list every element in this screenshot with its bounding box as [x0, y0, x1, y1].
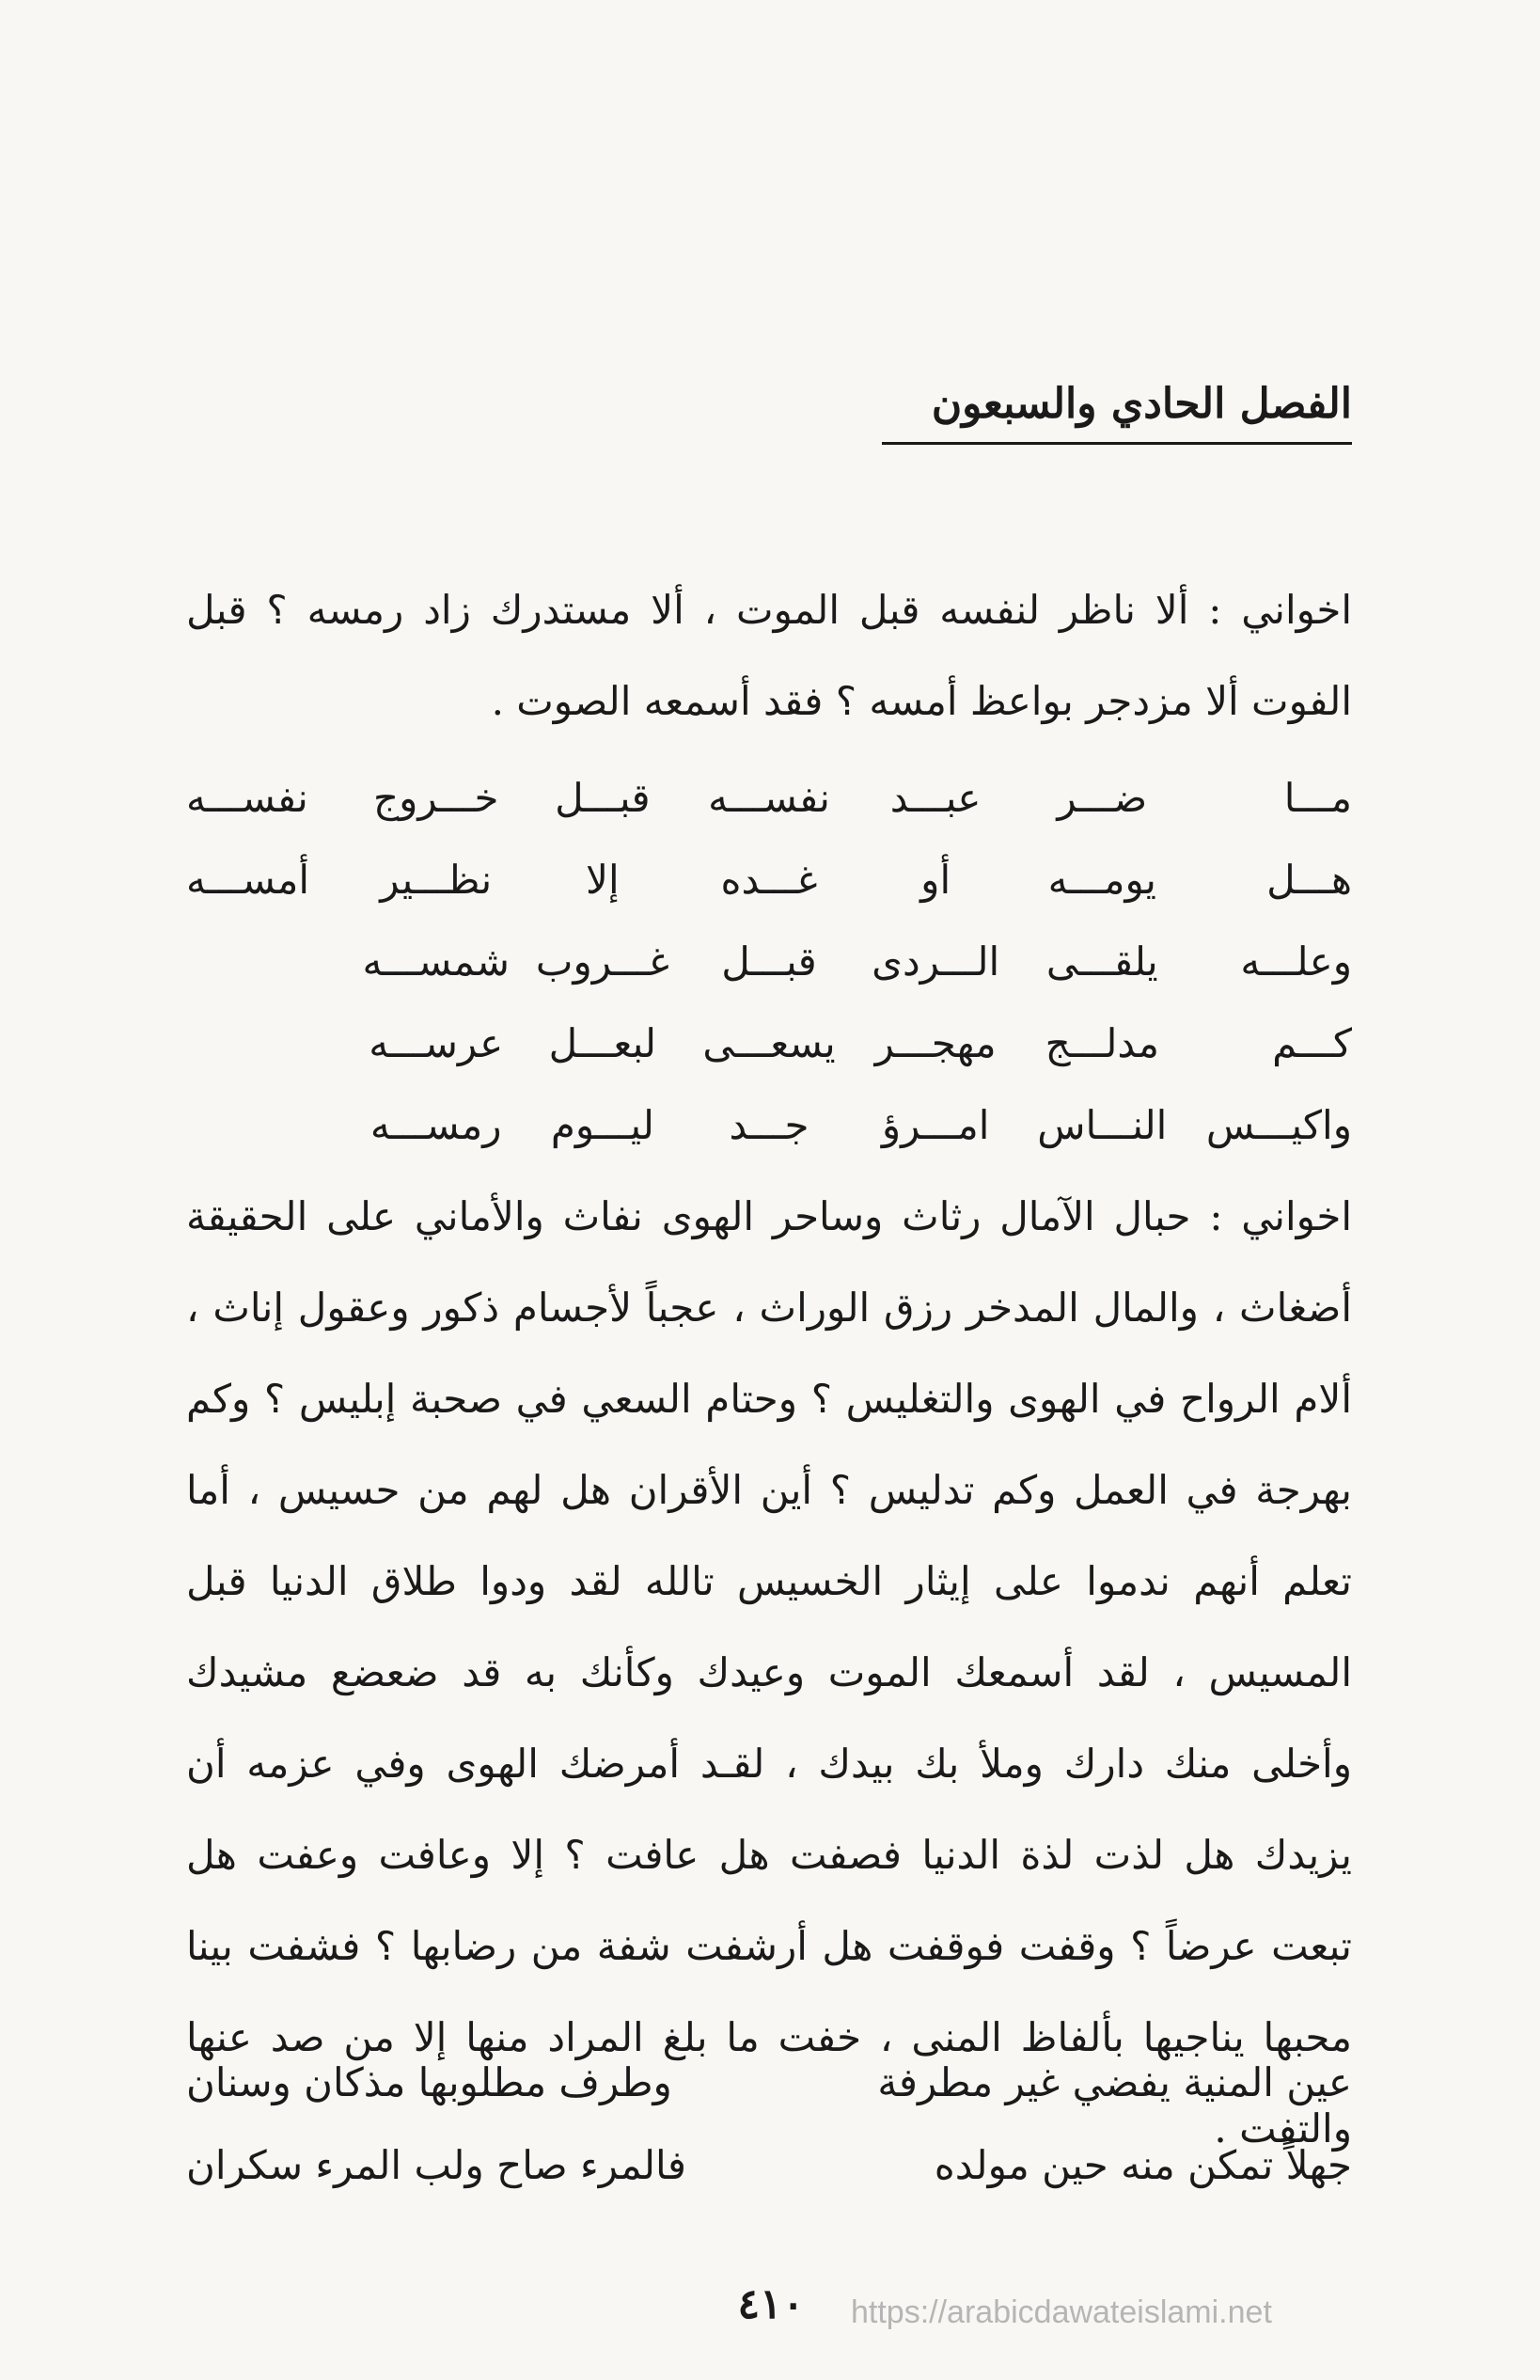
verse-word: غـــروب	[535, 938, 669, 985]
verse-line	[186, 1002, 1352, 1084]
verse-word: ضـــر	[1057, 775, 1148, 821]
verse-word: وعلـــه	[1240, 938, 1352, 985]
paragraph-2: اخواني : حبال الآمال رثاث وساحر الهوى نفاث والأماني على الحقيقة أضغاث ، والمال المدخر رزق الوراث ، عجباً لأجسام ذكور وعقول إناث ، ألام الرواح في الهوى والتغليس ؟ وحتام السعي في صحبة إبليس ؟ وكم بهرجة في العمل وكم تدليس ؟ أين الأقران هل لهم من حسيس ، أما تعلم أنهم ندموا على إيثار الخسيس تالله لقد ودوا طلاق الدنيا قبل المسيس ، لقد أسمعك الموت وعيدك وكأنك به قد ضعضع مشيدك وأخلى منك دارك وملأ بك بيدك ، لقـد أمرضك الهوى وفي عزمه أن يزيدك هل لذت لذة الدنيا فصفت هل عافت ؟ إلا وعافت وعفت هل تبعت عرضاً ؟ وقفت فوقفت هل أرشفت شفة من رضابها ؟ فشفت بينا محبها يناجيها بألفاظ المنى ، خفت ما بلغ المراد منها إلا من صد عنها والتفت .	[186, 1193, 1352, 2151]
couplet	[186, 2041, 1352, 2123]
verse-word: غـــده	[720, 857, 818, 903]
verse-word: هـــل	[1266, 857, 1352, 903]
chapter-title: الفصل الحادي والسبعون	[882, 376, 1352, 445]
verse-line	[186, 921, 1352, 1002]
hemistich-second: فالمرء صاح ولب المرء سكران	[186, 2141, 686, 2188]
couplet	[186, 2123, 1352, 2206]
verse-word: نفســـه	[186, 775, 308, 821]
verse-word: امـــرؤ	[881, 1102, 990, 1148]
verse-word: يومـــه	[1047, 857, 1156, 903]
verse-line	[186, 757, 1352, 839]
verse-line	[186, 1084, 1352, 1166]
hemistich-first: جهلاً تمكن منه حين مولده	[934, 2141, 1352, 2188]
verse-word: عبـــد	[889, 775, 982, 821]
verse-word: رمســـه	[369, 1102, 502, 1148]
verse-word: نظـــير	[380, 857, 493, 903]
verse-word: قبـــل	[721, 938, 817, 985]
verse-word: أو	[920, 857, 951, 903]
verse-word: يسعـــى	[702, 1020, 836, 1066]
verse-word: لبعـــل	[548, 1020, 657, 1066]
verse-word: مدلـــج	[1045, 1020, 1159, 1066]
verse-word: قبـــل	[555, 775, 651, 821]
paragraph-1: اخواني : ألا ناظر لنفسه قبل الموت ، ألا مستدرك زاد رمسه ؟ قبل الفوت ألا مزدجر بواعظ أمسه ؟ فقد أسمعه الصوت .	[186, 587, 1352, 724]
couplet-block	[186, 2041, 1352, 2206]
verse-word: نفســـه	[708, 775, 830, 821]
verse-word: عرســـه	[369, 1020, 504, 1066]
verse-word: الـــردى	[872, 938, 1000, 985]
verse-word: كـــم	[1272, 1020, 1352, 1066]
hemistich-second: وطرف مطلوبها مذكان وسنان	[186, 2058, 672, 2105]
hemistich-first: عين المنية يفضي غير مطرفة	[877, 2058, 1352, 2105]
verse-word: واكيـــس	[1205, 1102, 1352, 1148]
verse-word: شمســـه	[362, 938, 510, 985]
verse-word: خـــروج	[373, 775, 499, 821]
verse-word: يلقـــى	[1045, 938, 1158, 985]
verse-line	[186, 839, 1352, 921]
verse-block	[186, 757, 1352, 1166]
page-number: ٤١٠	[737, 2280, 805, 2328]
verse-word: جـــد	[729, 1102, 809, 1148]
verse-word: إلا	[586, 857, 620, 903]
verse-word: النـــاس	[1037, 1102, 1168, 1148]
verse-word: أمســـه	[186, 857, 310, 903]
verse-word: مـــا	[1283, 775, 1352, 821]
verse-word: مهجـــر	[874, 1020, 997, 1066]
verse-word: ليـــوم	[550, 1102, 654, 1148]
watermark-url: https://arabicdawateislami.net	[851, 2294, 1272, 2330]
